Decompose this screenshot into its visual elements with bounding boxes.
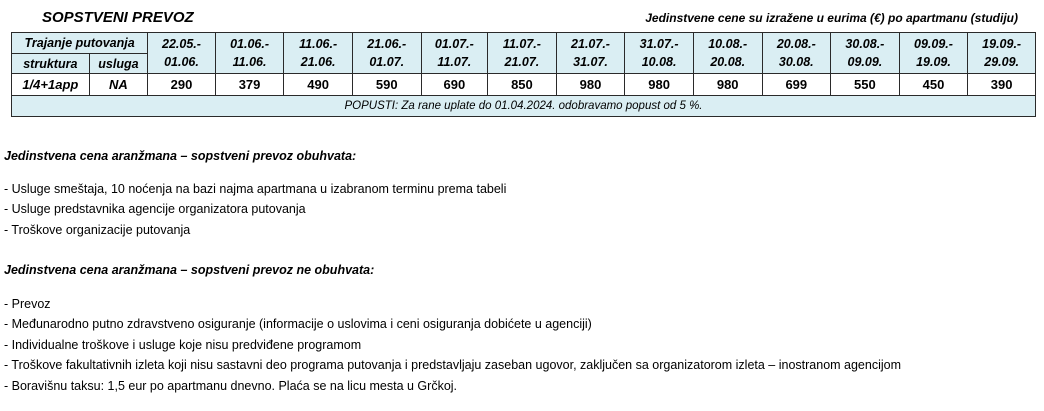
excludes-section (4, 260, 901, 396)
period-cell: 11.06.- 21.06. (284, 33, 353, 74)
price-cell: 550 (831, 74, 900, 96)
price-cell: 490 (284, 74, 353, 96)
price-cell: 980 (625, 74, 694, 96)
period-cell: 21.07.- 31.07. (556, 33, 625, 74)
includes-section (4, 146, 506, 240)
excludes-heading: Jedinstvena cena aranžmana – sopstveni prevoz ne obuhvata: (4, 263, 375, 277)
period-cell: 31.07.- 10.08. (625, 33, 694, 74)
price-cell: 850 (488, 74, 557, 96)
period-cell: 01.07.- 11.07. (421, 33, 488, 74)
price-cell: 290 (148, 74, 216, 96)
price-cell: 390 (968, 74, 1036, 96)
discount-note: POPUSTI: Za rane uplate do 01.04.2024. odobravamo popust od 5 %. (12, 96, 1036, 117)
discount-row (12, 96, 1036, 117)
structure-label: struktura (12, 54, 90, 74)
service-value: NA (89, 74, 148, 96)
period-cell: 22.05.- 01.06. (148, 33, 216, 74)
list-item: - Troškove organizacije putovanja (4, 222, 191, 237)
list-item: - Međunarodno putno zdravstveno osiguranje (informacije o uslovima i ceni osiguranja dobićete u agenciji) (4, 317, 592, 331)
period-cell: 19.09.- 29.09. (968, 33, 1036, 74)
price-cell: 690 (421, 74, 488, 96)
list-item: - Individualne troškove i usluge koje nisu predviđene programom (4, 337, 362, 352)
price-table (11, 32, 1036, 117)
includes-heading: Jedinstvena cena aranžmana – sopstveni prevoz obuhvata: (4, 149, 357, 163)
price-note: Jedinstvene cene su izražene u eurima (€) po apartmanu (studiju) (645, 11, 1018, 25)
duration-label: Trajanje putovanja (12, 33, 148, 54)
period-cell: 11.07.- 21.07. (488, 33, 557, 74)
price-cell: 980 (556, 74, 625, 96)
service-label: usluga (89, 54, 148, 74)
price-cell: 699 (762, 74, 831, 96)
price-cell: 379 (215, 74, 284, 96)
price-cell: 450 (899, 74, 968, 96)
header (0, 0, 1044, 32)
period-cell: 30.08.- 09.09. (831, 33, 900, 74)
list-item: - Usluge predstavnika agencije organizatora putovanja (4, 202, 306, 216)
period-cell: 21.06.- 01.07. (352, 33, 421, 74)
period-cell: 01.06.- 11.06. (215, 33, 284, 74)
list-item: - Troškove fakultativnih izleta koji nisu sastavni deo programa putovanja i predstavljaju zaseban ugovor, zaključen sa organizatorom izleta – inostranom agencijom (4, 358, 902, 372)
period-cell: 09.09.- 19.09. (899, 33, 968, 74)
list-item: - Usluge smeštaja, 10 noćenja na bazi najma apartmana u izabranom terminu prema tabeli (4, 181, 507, 196)
period-cell: 20.08.- 30.08. (762, 33, 831, 74)
structure-value: 1/4+1app (12, 74, 90, 96)
price-cell: 980 (693, 74, 762, 96)
price-cell: 590 (352, 74, 421, 96)
page-title: SOPSTVENI PREVOZ (42, 9, 194, 26)
period-cell: 10.08.- 20.08. (693, 33, 762, 74)
list-item: - Boravišnu taksu: 1,5 eur po apartmanu dnevno. Plaća se na licu mesta u Grčkoj. (4, 378, 458, 393)
table-row (12, 74, 1036, 96)
table-header-row (12, 33, 1036, 54)
list-item: - Prevoz (4, 296, 51, 311)
